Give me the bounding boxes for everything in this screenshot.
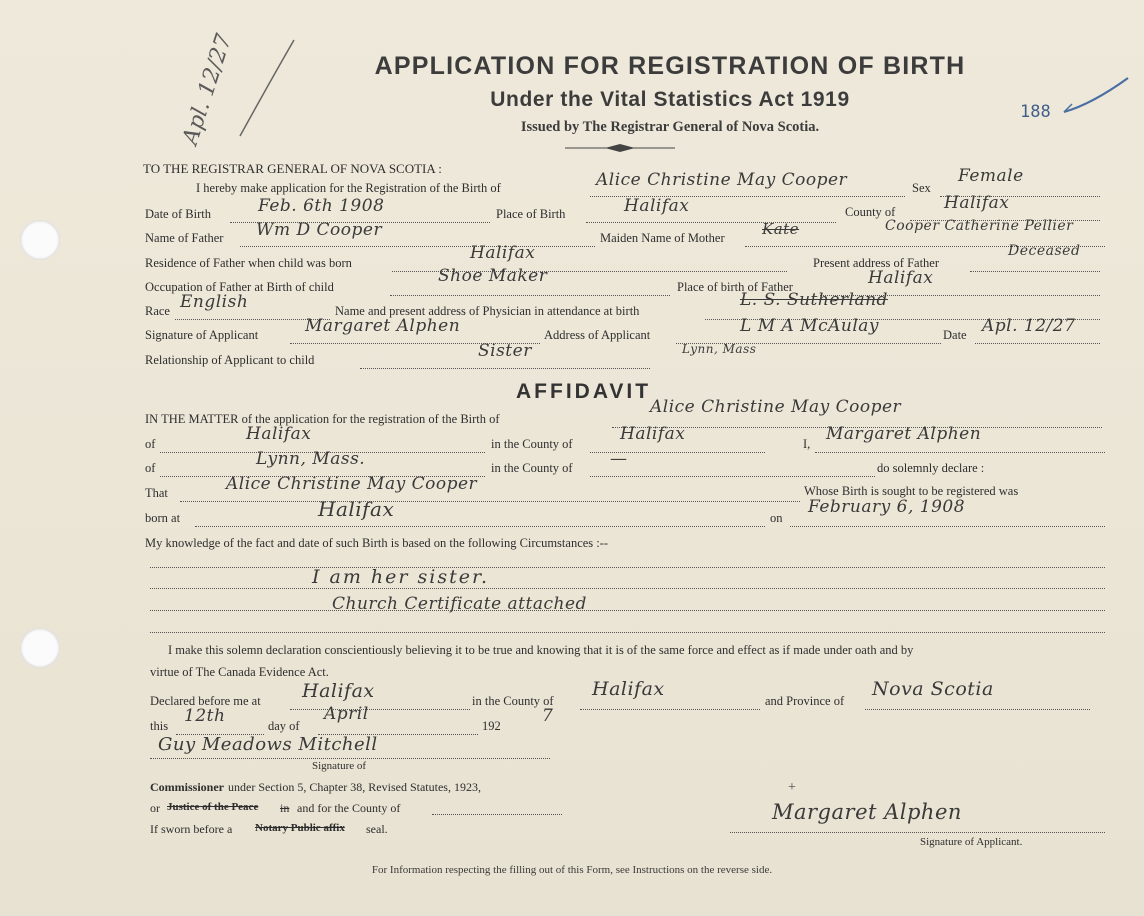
file-number: 188 xyxy=(1020,102,1051,122)
of-label: of xyxy=(145,437,156,451)
race-label: Race xyxy=(145,304,170,318)
circumstance-line xyxy=(150,610,1105,611)
circumstance-2: Church Certificate attached xyxy=(332,594,587,614)
solemn-declaration-2: virtue of The Canada Evidence Act. xyxy=(150,665,329,679)
day-of-label: day of xyxy=(268,719,300,733)
declared-county-label: in the County of xyxy=(472,694,554,708)
field-line xyxy=(432,814,562,815)
mother-label: Maiden Name of Mother xyxy=(600,231,725,245)
signature-line xyxy=(730,832,1105,833)
signature-line xyxy=(150,758,550,759)
mother-value: Cooper Catherine Pellier xyxy=(885,218,1074,234)
on-value: February 6, 1908 xyxy=(808,497,966,517)
of-label-2: of xyxy=(145,461,156,475)
of-value: Halifax xyxy=(246,424,312,444)
seal-label: seal. xyxy=(366,822,388,836)
apply-label: I hereby make application for the Registration of the Birth of xyxy=(196,181,501,195)
date-label: Date xyxy=(943,328,967,342)
addressee: TO THE REGISTRAR GENERAL OF NOVA SCOTIA : xyxy=(143,161,442,176)
matter-label: IN THE MATTER of the application for the registration of the Birth of xyxy=(145,412,500,426)
field-line xyxy=(865,709,1090,710)
pob-value: Halifax xyxy=(624,196,690,216)
form-title: APPLICATION FOR REGISTRATION OF BIRTH xyxy=(374,52,966,80)
child-name-value: Alice Christine May Cooper xyxy=(596,170,848,190)
addr-applicant-value: L M A McAulay xyxy=(740,316,880,336)
sex-value: Female xyxy=(958,166,1024,186)
sex-label: Sex xyxy=(912,181,931,195)
present-addr-label: Present address of Father xyxy=(813,256,940,270)
relationship-label: Relationship of Applicant to child xyxy=(145,353,315,367)
sig-of-label: Signature of xyxy=(312,760,367,772)
field-line xyxy=(590,476,875,477)
field-line xyxy=(790,526,1105,527)
county-value: Halifax xyxy=(944,193,1010,213)
commissioner-text: under Section 5, Chapter 38, Revised Statutes, 1923, xyxy=(228,780,481,794)
res-father-label: Residence of Father when child was born xyxy=(145,256,352,270)
addr-applicant-label: Address of Applicant xyxy=(544,328,651,342)
footer-note: For Information respecting the filling out of this Form, see Instructions on the reverse side. xyxy=(371,864,773,876)
field-line xyxy=(360,368,650,369)
applicant-signature: Margaret Alphen xyxy=(772,800,962,824)
sworn-label: If sworn before a xyxy=(150,822,233,836)
form-subtitle: Under the Vital Statistics Act 1919 xyxy=(490,88,850,111)
declare-label: do solemnly declare : xyxy=(877,461,985,475)
that-value: Alice Christine May Cooper xyxy=(226,474,478,494)
this-label: this xyxy=(150,719,169,733)
affidavit-child-name: Alice Christine May Cooper xyxy=(650,397,902,417)
jp-label: Justice of the Peace xyxy=(167,801,259,813)
res-father-value: Halifax xyxy=(470,243,536,263)
year-suffix: 7 xyxy=(542,706,554,726)
field-line xyxy=(815,452,1105,453)
solemn-declaration: I make this solemn declaration conscientiously believing it to be true and knowing that it is of the same force and effect as if made under oath and by xyxy=(168,643,914,657)
date-value: Apl. 12/27 xyxy=(982,316,1076,336)
i-label: I, xyxy=(803,437,811,451)
month-value: April xyxy=(324,704,369,724)
father-label: Name of Father xyxy=(145,231,224,245)
dob-label: Date of Birth xyxy=(145,207,211,221)
notary-label: Notary Public affix xyxy=(255,822,345,834)
born-label: born at xyxy=(145,511,181,525)
in-county2-value: — xyxy=(610,449,628,469)
father-value: Wm D Cooper xyxy=(256,220,383,240)
form-issuer: Issued by The Registrar General of Nova Scotia. xyxy=(520,119,820,135)
present-addr-value: Deceased xyxy=(1008,243,1081,259)
addr-applicant-value-2: Lynn, Mass xyxy=(682,342,757,356)
dob-value: Feb. 6th 1908 xyxy=(258,196,385,216)
field-line xyxy=(970,271,1100,272)
circumstance-line xyxy=(150,588,1105,589)
declared-label: Declared before me at xyxy=(150,694,261,708)
sig-applicant-caption: Signature of Applicant. xyxy=(920,836,1023,848)
province-label: and Province of xyxy=(765,694,845,708)
relationship-value: Sister xyxy=(478,341,532,361)
corner-date: Apl. 12/27 xyxy=(178,31,238,148)
province-value: Nova Scotia xyxy=(872,678,994,700)
field-line xyxy=(580,709,760,710)
that-label: That xyxy=(145,486,168,500)
sig-applicant-value: Margaret Alphen xyxy=(305,316,461,336)
circumstance-line xyxy=(150,632,1105,633)
day-value: 12th xyxy=(184,706,226,726)
physician-label: Name and present address of Physician in attendance at birth xyxy=(335,304,640,318)
field-line xyxy=(390,295,670,296)
affidavit-heading: AFFIDAVIT xyxy=(516,380,652,403)
occupation-value: Shoe Maker xyxy=(438,266,548,286)
occupation-label: Occupation of Father at Birth of child xyxy=(145,280,334,294)
declarant-value: Margaret Alphen xyxy=(826,424,982,444)
of2-value: Lynn, Mass. xyxy=(256,449,366,469)
on-label: on xyxy=(770,511,783,525)
county-label: County of xyxy=(845,205,896,219)
ornament-divider xyxy=(565,144,675,152)
year-prefix: 192 xyxy=(482,719,501,733)
whose-label: Whose Birth is sought to be registered was xyxy=(804,484,1019,498)
commissioner-label: Commissioner xyxy=(150,780,224,794)
race-value: English xyxy=(180,292,249,312)
knowledge-label: My knowledge of the fact and date of such Birth is based on the following Circumstances :-- xyxy=(145,536,609,550)
field-line xyxy=(290,709,470,710)
in-county-value: Halifax xyxy=(620,424,686,444)
father-birthplace-value: Halifax xyxy=(868,268,934,288)
declared-at-value: Halifax xyxy=(302,680,375,702)
field-line xyxy=(195,526,765,527)
in-label: in xyxy=(280,801,290,815)
punch-hole xyxy=(20,628,60,668)
field-line xyxy=(180,501,800,502)
mother-struck-value: Kate xyxy=(762,220,800,238)
field-line xyxy=(240,246,595,247)
in-county-label: in the County of xyxy=(491,437,573,451)
or-label: or xyxy=(150,801,160,815)
pob-label: Place of Birth xyxy=(496,207,566,221)
circumstance-1: I am her sister. xyxy=(312,566,490,588)
father-birthplace-label: Place of birth of Father xyxy=(677,280,793,294)
field-line xyxy=(975,343,1100,344)
signature-mark: + xyxy=(788,780,796,795)
for-county-label: and for the County of xyxy=(297,801,401,815)
born-value: Halifax xyxy=(318,497,395,521)
punch-hole xyxy=(20,220,60,260)
circumstance-line xyxy=(150,567,1105,568)
sig-applicant-label: Signature of Applicant xyxy=(145,328,259,342)
physician-value: L. S. Sutherland xyxy=(740,290,888,310)
commissioner-signature: Guy Meadows Mitchell xyxy=(158,734,378,755)
in-county-label-2: in the County of xyxy=(491,461,573,475)
declared-county-value: Halifax xyxy=(592,678,665,700)
